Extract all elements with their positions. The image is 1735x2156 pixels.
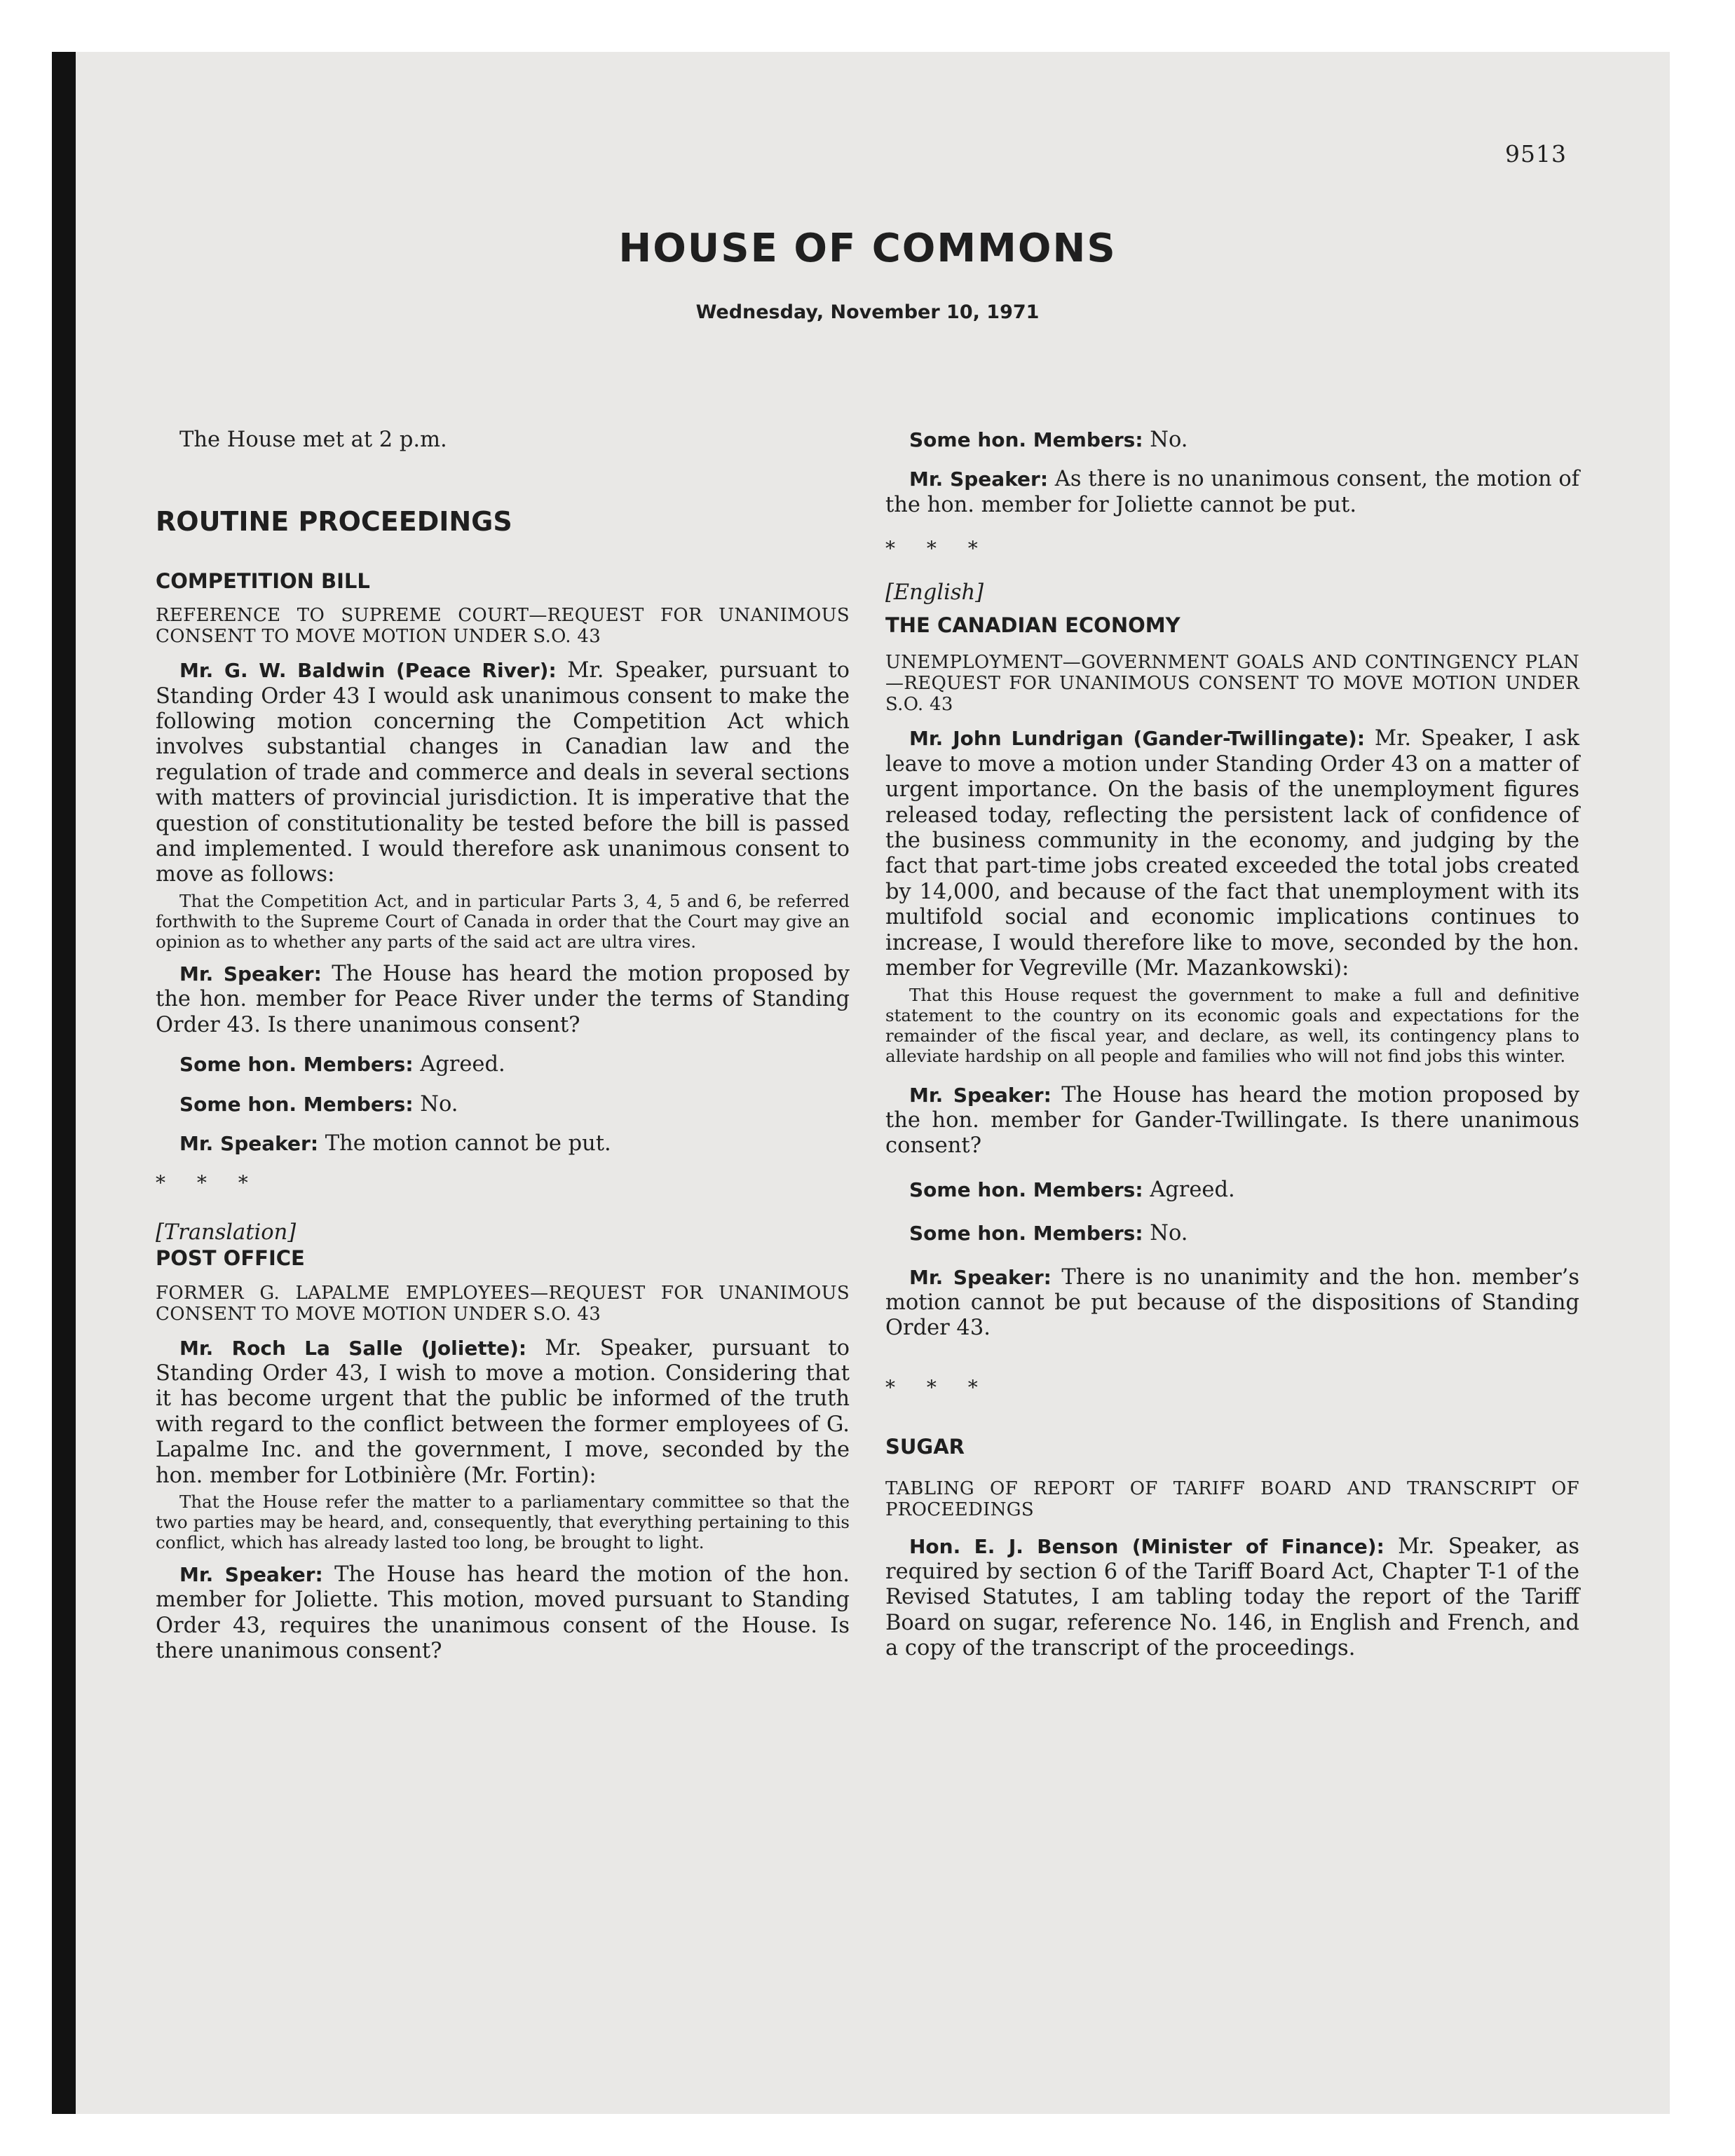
speaker-name: Mr. Speaker: (909, 468, 1049, 491)
speech-speaker (885, 467, 1579, 518)
speaker-name: Mr. Speaker: (909, 1265, 1052, 1289)
left-column (156, 428, 850, 1665)
speaker-name: Mr. G. W. Baldwin (Peace River): (179, 659, 557, 683)
speech-text: The House has heard the motion proposed by the hon. member for Peace River under the terms of Standing Order 43. Is there unanimous consent? (156, 961, 850, 1037)
section-title: ROUTINE PROCEEDINGS (156, 506, 512, 538)
speech-speaker (156, 1131, 850, 1157)
language-note: [English] (885, 580, 984, 605)
speech-text: No. (420, 1091, 458, 1117)
competition-title: COMPETITION BILL (156, 568, 370, 593)
speech-members (156, 1052, 850, 1077)
speaker-name: Mr. Speaker: (179, 1562, 323, 1586)
speaker-name: Mr. Speaker: (179, 1131, 319, 1155)
speech-speaker (156, 1562, 850, 1665)
speech-lundrigan (885, 726, 1579, 981)
speaker-name: Mr. John Lundrigan (Gander-Twillingate): (909, 727, 1366, 751)
speech-benson (885, 1534, 1579, 1662)
speech-text: Agreed. (420, 1052, 505, 1077)
economy-title: THE CANADIAN ECONOMY (885, 613, 1181, 638)
speech-text: Mr. Speaker, I ask leave to move a motion under Standing Order 43 on a matter of urgent importance. On the basis of the unemployment figures released today, reflecting the persistent lack of confidence of the business community in the economy, and judging by the fact that part-time jobs created exceeded the total jobs created by 14,000, and because of the fact that unemployment with its multifold social and economic implications continues to increase, I would therefore like to move, seconded by the hon. member for Vegreville (Mr. Mazankowski): (885, 726, 1579, 981)
speech-baldwin (156, 658, 850, 888)
language-note: [Translation] (156, 1220, 297, 1245)
speaker-name: Some hon. Members: (909, 428, 1143, 451)
page-number: 9513 (1505, 140, 1567, 168)
opening-line: The House met at 2 p.m. (179, 428, 447, 452)
competition-subtitle: REFERENCE TO SUPREME COURT—REQUEST FOR UNANIMOUS CONSENT TO MOVE MOTION UNDER S.O. 43 (156, 605, 850, 648)
speech-members (885, 428, 1579, 453)
motion-quote: That the House refer the matter to a parliamentary committee so that the two parties may be heard, and, consequently, that everything pertaining to this conflict, which has already lasted too long, be brought to light. (156, 1491, 850, 1553)
speech-text: The House has heard the motion of the hon. member for Joliette. This motion, moved pursuant to Standing Order 43, requires the unanimous consent of the House. Is there unanimous consent? (156, 1562, 850, 1664)
motion-quote: That this House request the government to make a full and definitive statement to the country on its economic goals and expectations for the remainder of the fiscal year, and declare, as well, its contingency plans to alleviate hardship on all people and families who will not find jobs this winter. (885, 984, 1579, 1066)
sitting-date: Wednesday, November 10, 1971 (695, 301, 1040, 323)
speech-text: The motion cannot be put. (325, 1131, 611, 1156)
speech-members (885, 1178, 1579, 1203)
section-separator: * * * (156, 1171, 261, 1195)
speech-speaker (885, 1083, 1579, 1159)
sugar-subtitle: TABLING OF REPORT OF TARIFF BOARD AND TRANSCRIPT OF PROCEEDINGS (885, 1478, 1579, 1520)
speaker-name: Mr. Speaker: (909, 1083, 1052, 1107)
page-title: HOUSE OF COMMONS (618, 226, 1117, 271)
speech-speaker (885, 1265, 1579, 1342)
speaker-name: Some hon. Members: (179, 1053, 414, 1077)
speech-members (885, 1221, 1579, 1246)
speaker-name: Mr. Speaker: (179, 962, 322, 985)
speech-la-salle (156, 1336, 850, 1489)
speaker-name: Some hon. Members: (909, 1178, 1143, 1201)
speech-text: Mr. Speaker, pursuant to Standing Order 43 I would ask unanimous consent to make the following motion concerning the Competition Act which involves substantial changes in Canadian law and the regulation of trade and commerce and deals in several sections with matters of provincial jurisdiction. It is imperative that the question of constitutionality be tested before the bill is passed and implemented. I would therefore ask unanimous consent to move as follows: (156, 658, 850, 887)
binding-edge (52, 52, 76, 2114)
section-separator: * * * (885, 537, 991, 561)
right-column (885, 428, 1579, 1662)
speaker-name: Hon. E. J. Benson (Minister of Finance): (909, 1534, 1384, 1558)
speech-members (156, 1092, 850, 1117)
speech-speaker (156, 962, 850, 1038)
motion-quote: That the Competition Act, and in particular Parts 3, 4, 5 and 6, be referred forthwith to the Supreme Court of Canada in order that the Court may give an opinion as to whether any parts of the said act are ultra vires. (156, 890, 850, 952)
speech-text: No. (1150, 1221, 1188, 1246)
speech-text: Mr. Speaker, as required by section 6 of the Tariff Board Act, Chapter T-1 of the Revised Statutes, I am tabling today the report of the Tariff Board on sugar, reference No. 146, in English and French, and a copy of the transcript of the proceedings. (885, 1534, 1579, 1661)
speech-text: The House has heard the motion proposed by the hon. member for Gander-Twillingate. Is there unanimous consent? (885, 1082, 1579, 1159)
section-separator: * * * (885, 1375, 991, 1399)
speech-text: Mr. Speaker, pursuant to Standing Order 43, I wish to move a motion. Considering that it has become urgent that the public be informed of the truth with regard to the conflict between the former employees of G. Lapalme Inc. and the government, I move, seconded by the hon. member for Lotbinière (Mr. Fortin): (156, 1335, 850, 1488)
speaker-name: Some hon. Members: (909, 1222, 1143, 1246)
speech-text: There is no unanimity and the hon. member’s motion cannot be put because of the dispositions of Standing Order 43. (885, 1264, 1580, 1341)
speech-text: As there is no unanimous consent, the motion of the hon. member for Joliette cannot be put. (885, 467, 1579, 517)
speech-text: Agreed. (1150, 1177, 1235, 1202)
speaker-name: Mr. Roch La Salle (Joliette): (179, 1336, 527, 1360)
post-office-subtitle: FORMER G. LAPALME EMPLOYEES—REQUEST FOR UNANIMOUS CONSENT TO MOVE MOTION UNDER S.O. 43 (156, 1282, 850, 1325)
post-office-title: POST OFFICE (156, 1246, 305, 1271)
sugar-title: SUGAR (885, 1435, 965, 1459)
speaker-name: Some hon. Members: (179, 1092, 414, 1116)
economy-subtitle: UNEMPLOYMENT—GOVERNMENT GOALS AND CONTINGENCY PLAN—REQUEST FOR UNANIMOUS CONSENT TO MOVE MOTION UNDER S.O. 43 (885, 652, 1579, 716)
speech-text: No. (1150, 428, 1188, 452)
